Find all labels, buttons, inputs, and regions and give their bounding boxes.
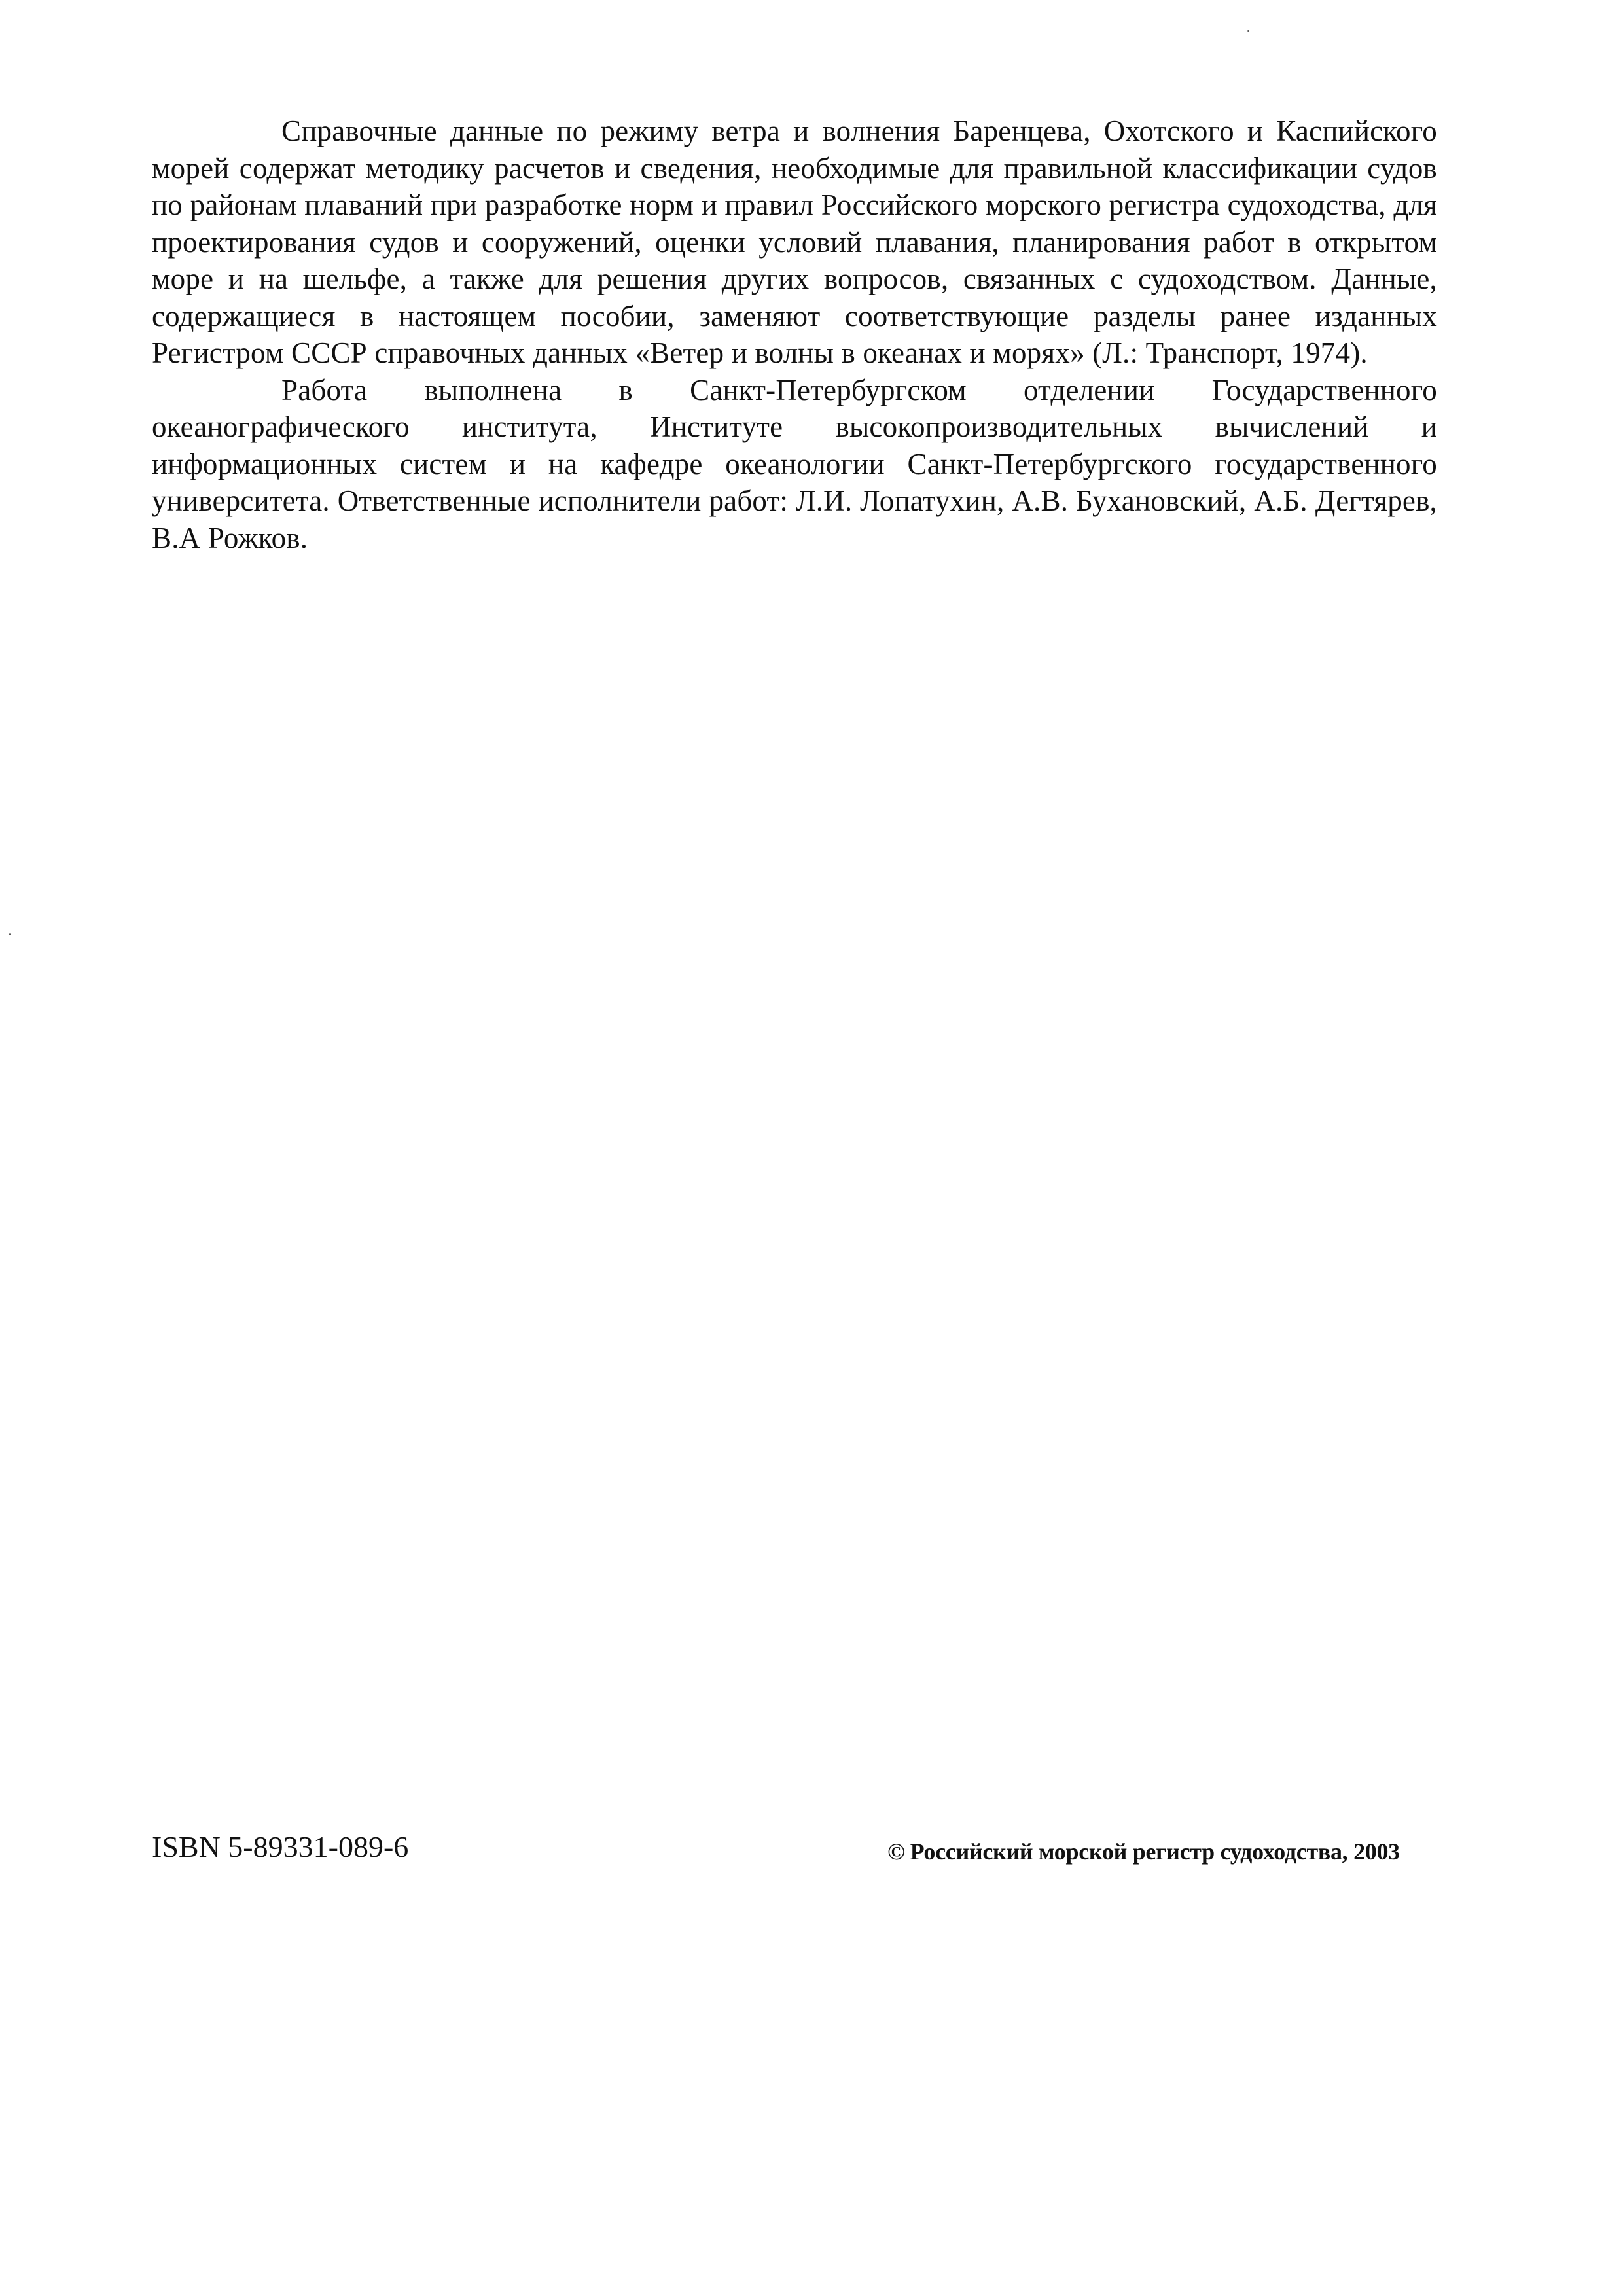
isbn-number: ISBN 5-89331-089-6: [152, 1830, 409, 1863]
paragraph-authors: Работа выполнена в Санкт-Петербургском отделении Государственного океанографического института, Институте высокопроизводительных вычислений и информационных систем и на кафедре океанологии Санкт-Петербургского государственного университета. Ответственные исполнители работ: Л.И. Лопатухин, А.В. Бухановский, А.Б. Дегтярев, В.А Рожков.: [152, 373, 1437, 554]
paragraph-intro: Справочные данные по режиму ветра и волнения Баренцева, Охотского и Каспийского морей содержат методику расчетов и сведения, необходимые для правильной классификации судов по районам плаваний при разработке норм и правил Российского морского регистра судоходства, для проектирования судов и сооружений, оценки условий плавания, планирования работ в открытом море и на шельфе, а также для решения других вопросов, связанных с судоходством. Данные, содержащиеся в настоящем пособии, заменяют соответствующие разделы ранее изданных Регистром СССР справочных данных «Ветер и волны в океанах и морях» (Л.: Транспорт, 1974).: [152, 115, 1437, 369]
body-text: [152, 113, 1437, 556]
scan-speck: [9, 933, 11, 935]
copyright-icon: ©: [887, 1839, 905, 1865]
copyright-text: Российский морской регистр судоходства, 2003: [910, 1839, 1400, 1865]
scan-speck: [1247, 30, 1249, 32]
copyright-notice: [887, 1837, 1400, 1867]
